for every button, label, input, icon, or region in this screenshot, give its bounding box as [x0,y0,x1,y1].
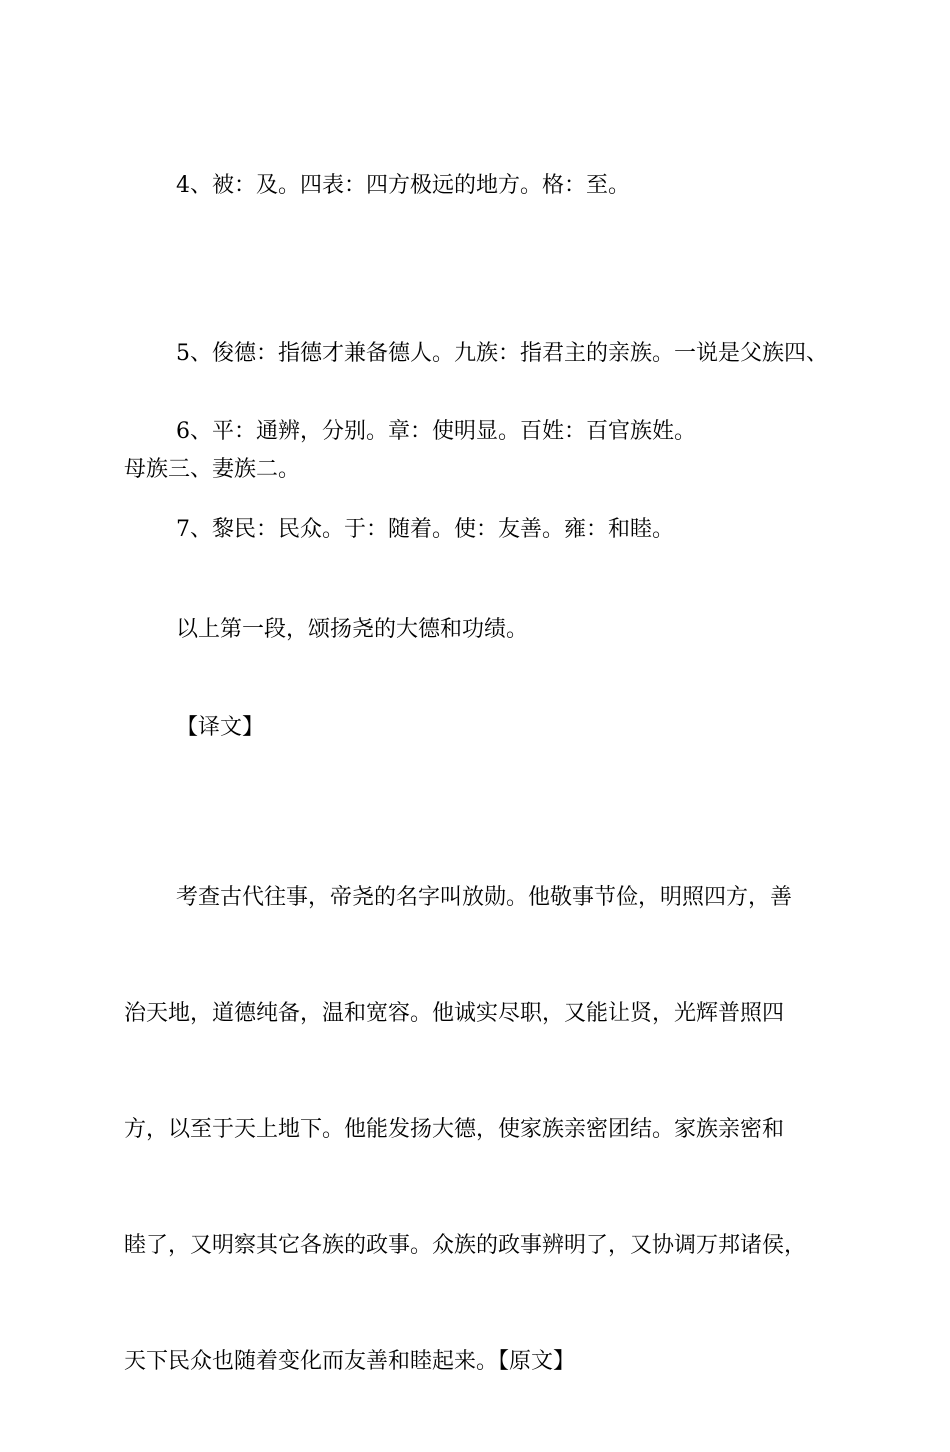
translation-line-2: 治天地，道德纯备，温和宽容。他诚实尽职，又能让贤，光辉普照四 [124,1001,785,1026]
summary-paragraph: 以上第一段，颂扬尧的大德和功绩。 [176,617,529,642]
note-5-line-1: 5、俊德：指德才兼备德人。九族：指君主的亲族。一说是父族四、 [176,341,828,366]
translation-heading: 【译文】 [176,715,265,740]
translation-line-1: 考查古代往事，帝尧的名字叫放勋。他敬事节俭，明照四方，善 [176,885,793,910]
note-5-line-2: 母族三、妻族二。 [124,457,301,482]
translation-line-4: 睦了，又明察其它各族的政事。众族的政事辨明了，又协调万邦诸侯， [124,1233,807,1258]
translation-paragraph [124,808,864,1452]
translation-line-3: 方，以至于天上地下。他能发扬大德，使家族亲密团结。家族亲密和 [124,1117,785,1142]
note-6: 6、平：通辨，分别。章：使明显。百姓：百官族姓。 [176,419,696,444]
translation-line-5: 天下民众也随着变化而友善和睦起来。【原文】 [124,1349,576,1374]
note-7: 7、黎民：民众。于：随着。使：友善。雍：和睦。 [176,517,674,542]
note-4: 4、被：及。四表：四方极远的地方。格：至。 [176,173,630,198]
